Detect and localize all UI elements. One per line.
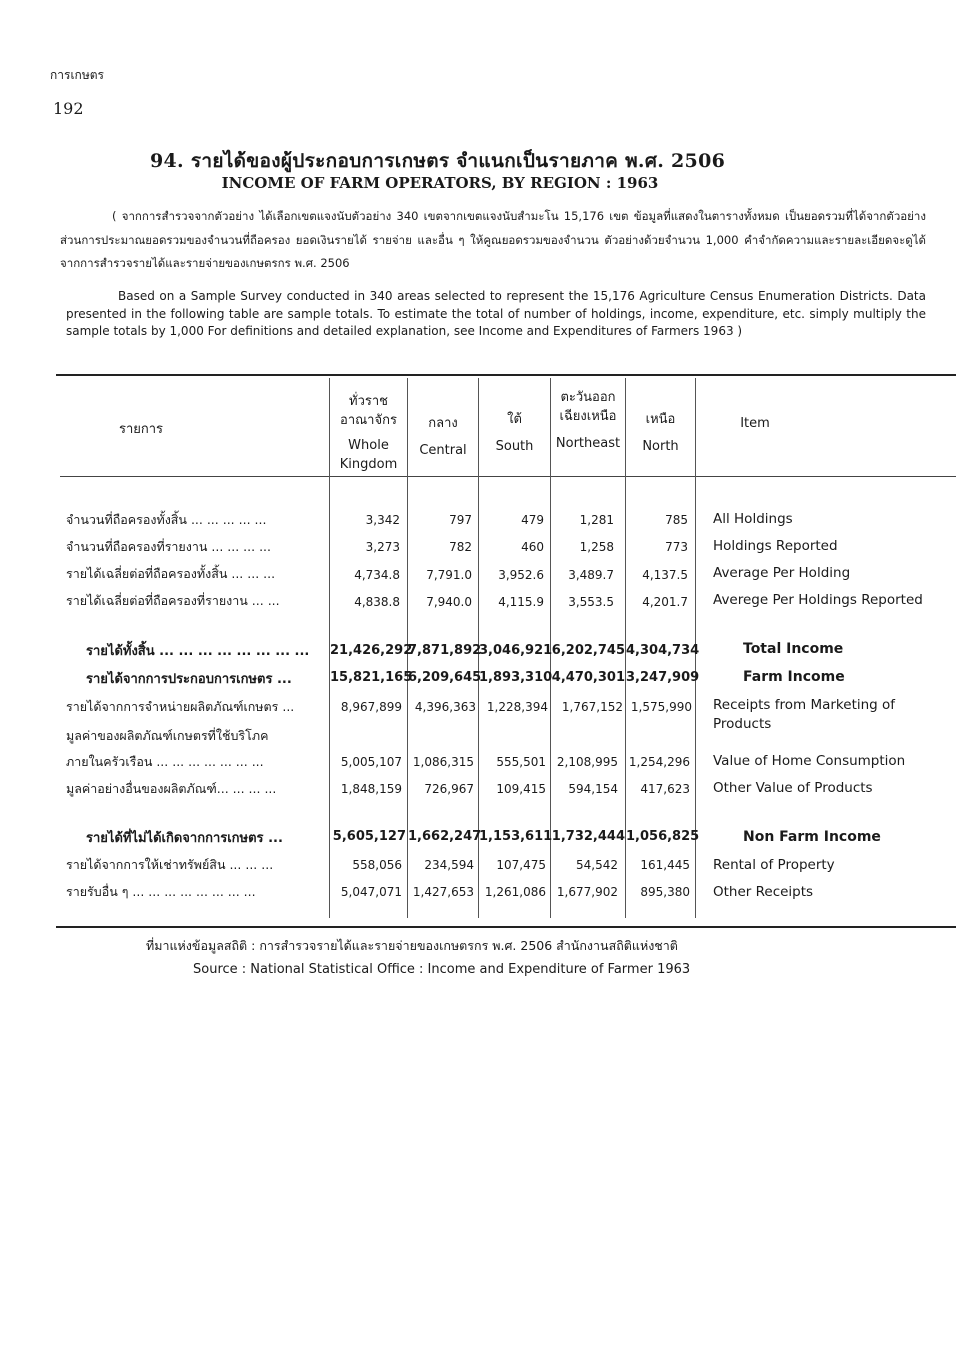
cell-north: 1,254,296: [628, 755, 690, 769]
row-label-english: Rental of Property: [713, 857, 835, 873]
page-number: 192: [53, 99, 84, 118]
row-label-thai: รายได้เฉลี่ยต่อที่ถือครองทั้งสิ้น ... ... ...: [66, 566, 276, 581]
cell-northeast: 1,732,444: [551, 829, 625, 844]
cell-north: 895,380: [640, 885, 690, 899]
cell-central: 1,086,315: [412, 755, 474, 769]
cell-central: 1,662,247: [408, 829, 482, 844]
row-label-english: Non Farm Income: [743, 829, 881, 845]
cell-northeast: 2,108,995: [556, 755, 618, 769]
cell-south: 3,952.6: [498, 568, 544, 582]
row-label-english: Other Value of Products: [713, 780, 873, 796]
cell-whole-kingdom: 5,047,071: [340, 885, 402, 899]
row-label-thai: รายได้จากการประกอบการเกษตร ...: [86, 672, 292, 687]
cell-northeast: 1,281: [579, 513, 614, 527]
table-top-rule: [56, 374, 956, 376]
row-label-thai: รายได้จากการจำหน่ายผลิตภัณฑ์เกษตร ...: [66, 699, 295, 714]
header-item-english: Item: [740, 416, 770, 431]
cell-northeast: 4,470,301: [551, 670, 625, 685]
header-bottom-rule: [60, 476, 956, 477]
cell-whole-kingdom: 3,342: [365, 513, 400, 527]
cell-south: 3,046,921: [479, 643, 553, 658]
cell-north: 4,304,734: [626, 643, 700, 658]
row-label-thai: รายรับอื่น ๆ ... ... ... ... ... ... ... ...: [66, 884, 256, 899]
cell-south: 1,153,611: [479, 829, 553, 844]
note-english: Based on a Sample Survey conducted in 340 areas selected to represent the 15,176 Agriculture Census Enumeration Districts. Data presented in the following table are sample totals. To estimate the total of number of holdings, income, expenditure, etc. simply multiply the sample totals by 1,000 For definitions and detailed explanation, see Income and Expenditures of Farmers 1963 ): [66, 289, 926, 338]
cell-south: 555,501: [496, 755, 546, 769]
note-thai: ( จากการสำรวจจากตัวอย่าง ได้เลือกเขตแจงนับตัวอย่าง 340 เขตจากเขตแจงนับสำมะโน 15,176 เขต ข้อมูลที่แสดงในตารางทั้งหมด เป็นยอดรวมที่ได้จากตัวอย่าง ส่วนการประมาณยอดรวมของจำนวนที่ถือครอง ยอดเงินรายได้ รายจ่าย และอื่น ๆ ให้คูณยอดรวมของจำนวน ตัวอย่างด้วยจำนวน 1,000 คำจำกัดความและรายละเอียดจะดูได้จากการสำรวจรายได้และรายจ่ายของเกษตรกร พ.ศ. 2506: [60, 209, 926, 270]
header-item-thai: รายการ: [118, 422, 164, 437]
header-south: [479, 410, 550, 456]
header-english: Northeast: [555, 436, 621, 451]
cell-whole-kingdom: 3,273: [365, 540, 400, 554]
header-thai: ทั่วราช อาณาจักร: [340, 394, 397, 428]
cell-northeast: 3,489.7: [568, 568, 614, 582]
header-thai: ใต้: [507, 412, 522, 427]
header-english: North: [642, 439, 679, 454]
header-central: [408, 414, 478, 460]
source-note-english: Source : National Statistical Office : Income and Expenditure of Farmer 1963: [193, 962, 691, 977]
running-head: การเกษตร: [50, 68, 104, 82]
row-label-english: Other Receipts: [713, 884, 814, 900]
cell-north: 785: [665, 513, 688, 527]
cell-south: 109,415: [496, 782, 546, 796]
header-northeast: [551, 388, 625, 453]
row-label-english: Receipts from Marketing of Products: [713, 697, 896, 732]
header-north: [626, 410, 695, 456]
cell-north: 773: [665, 540, 688, 554]
cell-south: 460: [521, 540, 544, 554]
row-label-english: Averege Per Holdings Reported: [713, 592, 923, 608]
cell-central: 4,396,363: [414, 700, 476, 714]
cell-whole-kingdom: 1,848,159: [340, 782, 402, 796]
row-label-thai: มูลค่าอย่างอื่นของผลิตภัณฑ์... ... ... ...: [66, 781, 277, 796]
row-label-thai: มูลค่าของผลิตภัณฑ์เกษตรที่ใช้บริโภค: [66, 728, 269, 743]
row-label-thai: จำนวนที่ถือครองที่รายงาน ... ... ... ...: [66, 539, 271, 554]
cell-central: 7,940.0: [426, 595, 472, 609]
row-label-thai: จำนวนที่ถือครองทั้งสิ้น ... ... ... ... ...: [66, 512, 267, 527]
cell-central: 797: [449, 513, 472, 527]
row-label-english: Farm Income: [743, 669, 845, 685]
cell-whole-kingdom: 4,838.8: [354, 595, 400, 609]
cell-northeast: 1,258: [579, 540, 614, 554]
cell-south: 1,893,310: [479, 670, 553, 685]
table-title-thai: 94. รายได้ของผู้ประกอบการเกษตร จำแนกเป็นรายภาค พ.ศ. 2506: [150, 150, 726, 172]
cell-northeast: 3,553.5: [568, 595, 614, 609]
cell-whole-kingdom: 21,426,292: [330, 643, 413, 658]
header-thai: กลาง: [428, 416, 458, 431]
cell-whole-kingdom: 5,605,127: [332, 829, 406, 844]
row-label-thai: รายได้จากการให้เช่าทรัพย์สิน ... ... ...: [66, 857, 274, 872]
table-bottom-rule: [56, 926, 956, 928]
cell-south: 107,475: [496, 858, 546, 872]
cell-south: 479: [521, 513, 544, 527]
cell-north: 1,575,990: [630, 700, 692, 714]
header-thai: ตะวันออก เฉียงเหนือ: [559, 390, 617, 424]
cell-northeast: 1,767,152: [561, 700, 623, 714]
cell-north: 3,247,909: [626, 670, 700, 685]
row-label-english: Value of Home Consumption: [713, 753, 906, 769]
cell-north: 161,445: [640, 858, 690, 872]
row-label-english: Total Income: [743, 641, 844, 657]
cell-northeast: 594,154: [568, 782, 618, 796]
cell-northeast: 6,202,745: [551, 643, 625, 658]
cell-south: 1,261,086: [484, 885, 546, 899]
cell-north: 4,137.5: [642, 568, 688, 582]
cell-central: 1,427,653: [412, 885, 474, 899]
row-label-english: All Holdings: [713, 511, 793, 527]
cell-whole-kingdom: 8,967,899: [340, 700, 402, 714]
cell-northeast: 1,677,902: [556, 885, 618, 899]
cell-whole-kingdom: 15,821,165: [330, 670, 413, 685]
row-label-thai: รายได้ทั้งสิ้น ... ... ... ... ... ... ... ...: [86, 644, 310, 659]
cell-central: 7,791.0: [426, 568, 472, 582]
cell-south: 4,115.9: [498, 595, 544, 609]
header-english: South: [495, 439, 534, 454]
cell-whole-kingdom: 5,005,107: [340, 755, 402, 769]
row-label-english: Holdings Reported: [713, 538, 838, 554]
header-whole-kingdom: [330, 392, 407, 474]
row-label-thai: รายได้เฉลี่ยต่อที่ถือครองที่รายงาน ... ...: [66, 593, 280, 608]
cell-north: 417,623: [640, 782, 690, 796]
table-title-english: INCOME OF FARM OPERATORS, BY REGION : 1963: [221, 174, 659, 192]
row-label-thai: รายได้ที่ไม่ได้เกิดจากการเกษตร ...: [86, 831, 283, 846]
cell-central: 726,967: [424, 782, 474, 796]
cell-north: 1,056,825: [626, 829, 700, 844]
source-note-thai: ที่มาแห่งข้อมูลสถิติ : การสำรวจรายได้และรายจ่ายของเกษตรกร พ.ศ. 2506 สำนักงานสถิติแห่งชาติ: [146, 938, 678, 953]
cell-south: 1,228,394: [486, 700, 548, 714]
row-label-english: Average Per Holding: [713, 565, 851, 581]
cell-central: 7,871,892: [408, 643, 482, 658]
cell-central: 782: [449, 540, 472, 554]
cell-whole-kingdom: 4,734.8: [354, 568, 400, 582]
cell-whole-kingdom: 558,056: [352, 858, 402, 872]
header-thai: เหนือ: [645, 412, 676, 427]
cell-central: 6,209,645: [408, 670, 482, 685]
cell-north: 4,201.7: [642, 595, 688, 609]
header-english: Whole Kingdom: [339, 438, 398, 472]
cell-central: 234,594: [424, 858, 474, 872]
row-label-thai: ภายในครัวเรือน ... ... ... ... ... ... ...: [66, 754, 264, 769]
cell-northeast: 54,542: [576, 858, 618, 872]
header-english: Central: [419, 443, 467, 458]
